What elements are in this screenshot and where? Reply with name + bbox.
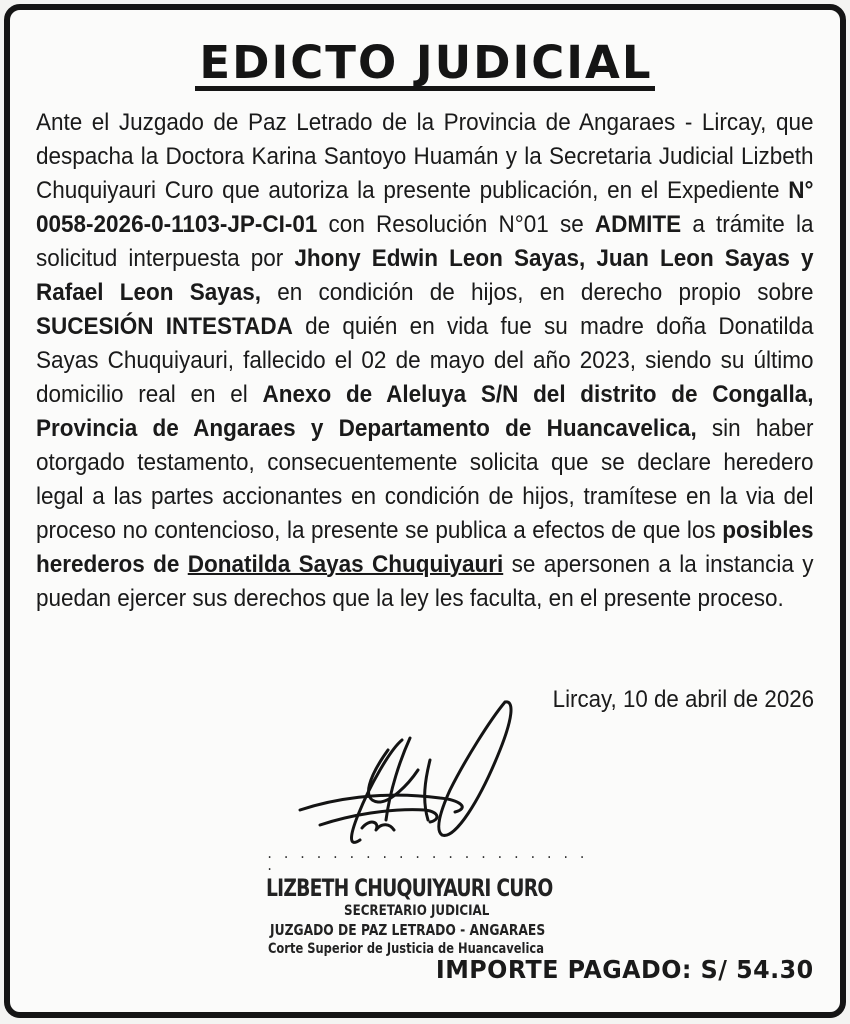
deceased-name: Donatilda Sayas Chuquiyauri <box>187 551 504 578</box>
sucesion-keyword: SUCESIÓN INTESTADA <box>36 313 293 340</box>
expediente-number: N° 0058-2026-0-1103-JP-CI-01 <box>36 177 814 238</box>
stamp-role: SECRETARIO JUDICIAL <box>344 903 490 919</box>
edict-body: Ante el Juzgado de Paz Letrado de la Provincia de Angaraes - Lircay, que despacha la Doctora Karina Santoyo Huamán y la Secretaria Judicial Lizbeth Chuquiyauri Curo que autoriza la presente publicación, en el Expediente N° 0058-2026-0-1103-JP-CI-01 con Resolución N°01 se ADMITE a trámite la solicitud interpuesta por Jhony Edwin Leon Sayas, Juan Leon Sayas y Rafael Leon Sayas, en condición de hijos, en derecho propio sobre SUCESIÓN INTESTADA de quién en vida fue su madre doña Donatilda Sayas Chuquiyauri, fallecido el 02 de mayo del año 2023, siendo su último domicilio real en el Anexo de Aleluya S/N del distrito de Congalla, Provincia de Angaraes y Departamento de Huancavelica, sin haber otorgado testamento, consecuentemente solicita que se declare heredero legal a las partes accionantes en condición de hijos, tramítese en la via del proceso no contencioso, la presente se publica a efectos de que los posibles herederos de Donatilda Sayas Chuquiyauri se apersonen a la instancia y puedan ejercer sus derechos que la ley les faculta, en el presente proceso. <box>36 109 814 612</box>
applicants: Jhony Edwin Leon Sayas, Juan Leon Sayas y Rafael Leon Sayas, <box>36 245 814 306</box>
handwritten-signature <box>290 690 530 850</box>
amount-paid: IMPORTE PAGADO: S/ 54.30 <box>436 955 814 984</box>
possible-heirs: posibles herederos de <box>36 517 814 578</box>
stamp-corte: Corte Superior de Justicia de Huancavelica <box>268 941 544 957</box>
admite-keyword: ADMITE <box>594 211 682 238</box>
stamp-court: JUZGADO DE PAZ LETRADO - ANGARAES <box>270 921 546 939</box>
stamp-name: LIZBETH CHUQUIYAURI CURO <box>266 874 553 902</box>
edict-date: Lircay, 10 de abril de 2026 <box>552 686 814 713</box>
domicile: Anexo de Aleluya S/N del distrito de Congalla, Provincia de Angaraes y Departamento de Huancavelica, <box>36 381 814 442</box>
edict-title: EDICTO JUDICIAL <box>0 36 850 91</box>
official-stamp <box>266 848 596 958</box>
stamp-dotted-line: . . . . . . . . . . . . . . . . . . . . . <box>266 847 587 873</box>
